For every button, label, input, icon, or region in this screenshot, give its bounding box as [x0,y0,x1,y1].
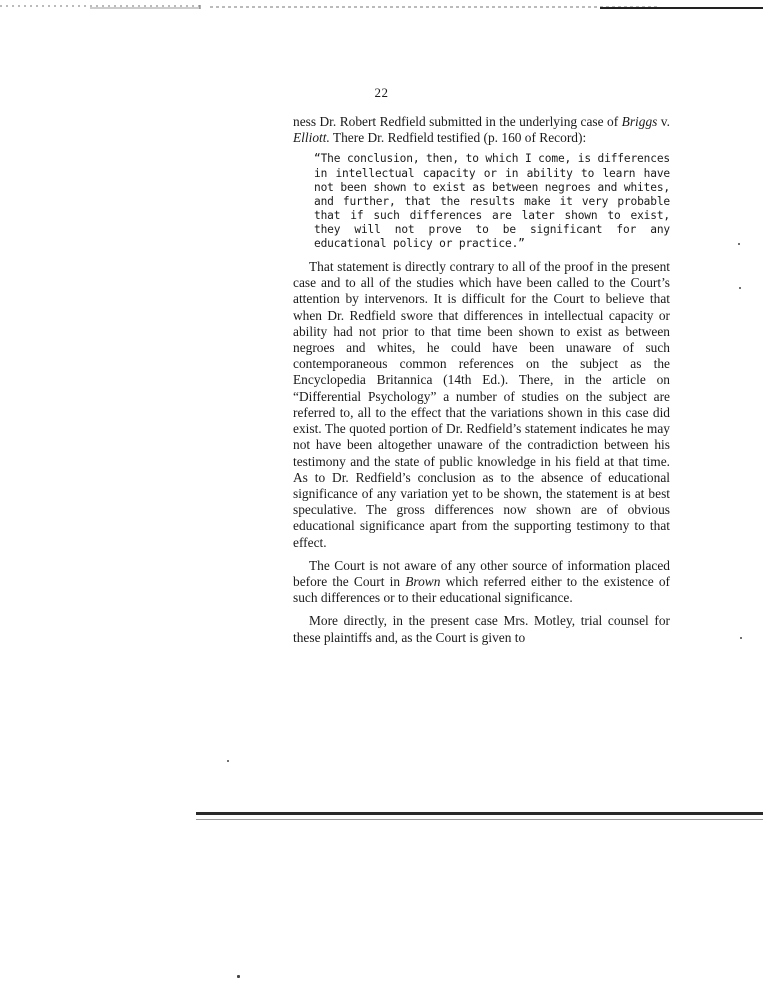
paragraph-redfield-testimony-intro [293,114,670,146]
paragraph-mrs-motley: More directly, in the present case Mrs. Motley, trial counsel for these plaintiffs and, as the Court is given to [293,613,670,645]
paragraph-other-sources [293,558,670,607]
case-name-italic: Brown [405,573,441,589]
case-name-italic: Elliott. [293,130,330,146]
scan-speck [237,975,240,978]
top-page-edge-rule [0,4,763,10]
paragraph-text: There Dr. Redfield testified (p. 160 of Record): [329,130,587,146]
paragraph-text: The Court is not aware of any other source of information placed before the Court in [293,557,670,589]
paragraph-text: which referred either to the existence of such differences or to their educational significance. [293,573,670,606]
block-quote-redfield: “The conclusion, then, to which I come, is differences in intellectual capacity or in ability to learn have not been shown to exist as between negroes and whites, and further, that the results make it very probable that if such differences are later shown to exist, they will not prove to be significant for any educational policy or practice.” [314,152,670,250]
case-name-italic: Briggs [621,114,658,129]
paragraph-text: ness Dr. Robert Redfield submitted in the underlying case of [293,114,622,129]
page-number: 22 [374,85,389,100]
scan-speck [740,637,742,639]
bottom-page-rule-thin [196,819,763,820]
scan-speck [227,760,229,762]
scan-speck [738,243,740,245]
scan-speck [739,287,741,289]
document-body [293,114,670,646]
versus-text: v. [657,114,670,129]
bottom-page-rule [196,812,763,815]
paragraph-contrary-to-proof: That statement is directly contrary to all of the proof in the present case and to all of the studies which have been called to the Court’s attention by intervenors. It is difficult for the Court to believe that when Dr. Redfield swore that differences in intellectual capacity or ability had not prior to that time been shown to exist as between negroes and whites, he could have been unaware of such contemporaneous common references on the subject as the Encyclopedia Britannica (14th Ed.). There, in the article on “Differential Psychology” a number of studies on the subject are referred to, all to the effect that the variations shown in this case did exist. The quoted portion of Dr. Redfield’s statement indicates he may not have been altogether unaware of the contradiction between his testimony and the state of public knowledge in his field at that time. As to Dr. Redfield’s conclusion as to the absence of educational significance of any variation yet to be shown, the statement is at best speculative. The gross differences now shown are of obvious educational significance apart from the supporting testimony to that effect. [293,259,670,550]
